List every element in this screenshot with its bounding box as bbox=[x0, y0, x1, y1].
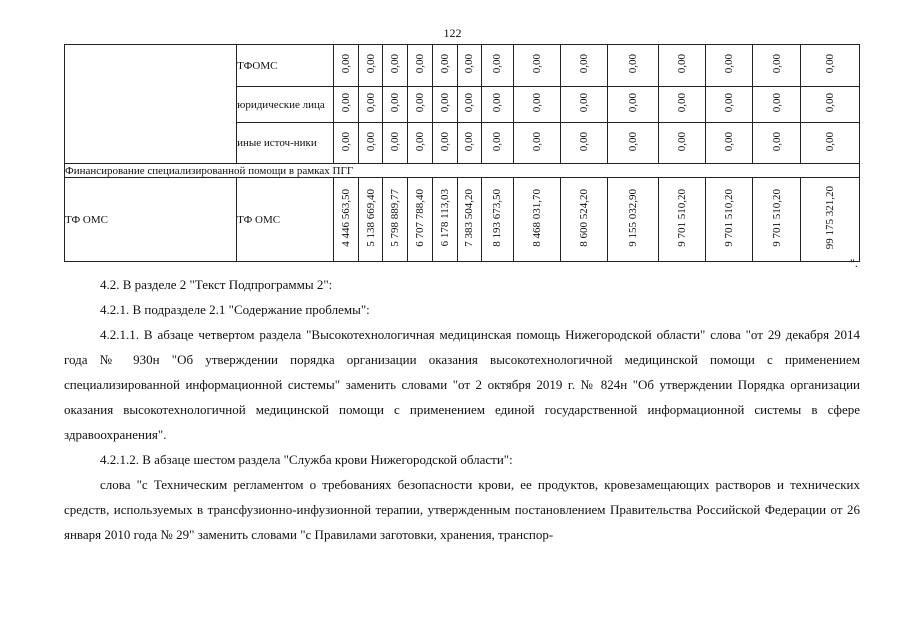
value-cell: 6 178 113,03 bbox=[438, 189, 451, 247]
value-cell: 0,00 bbox=[530, 131, 543, 152]
value-cell: 0,00 bbox=[463, 93, 476, 113]
source-cell: ТФОМС bbox=[237, 45, 334, 87]
value-cell: 0,00 bbox=[675, 93, 688, 113]
value-cell: 9 155 032,90 bbox=[626, 189, 639, 247]
value-cell: 8 468 031,70 bbox=[530, 189, 543, 247]
value-cell: 0,00 bbox=[413, 54, 426, 74]
section-row bbox=[65, 164, 860, 178]
value-cell: 9 701 510,20 bbox=[770, 189, 783, 247]
value-cell: 9 701 510,20 bbox=[675, 189, 688, 247]
blank-program-cell bbox=[65, 45, 237, 164]
section-title: Финансирование специализированной помощи в рамках ПГГ bbox=[65, 164, 860, 178]
paragraph: слова "с Техническим регламентом о требованиях безопасности крови, ее продуктов, кровезамещающих растворов и технических средств, используемых в трансфузионно-инфузионной терапии, утвержденным постановлением Правительства Российской Федерации от 26 января 2010 года № 29" заменить словами "с Правилами заготовки, хранения, транспор- bbox=[64, 477, 860, 542]
value-cell: 99 175 321,20 bbox=[823, 186, 836, 250]
value-cell: 0,00 bbox=[770, 93, 783, 113]
value-cell: 0,00 bbox=[463, 131, 476, 152]
value-cell: 0,00 bbox=[578, 54, 590, 74]
program-name-cell: ТФ ОМС bbox=[65, 178, 237, 262]
source-cell: ТФ ОМС bbox=[237, 178, 334, 262]
value-cell: 6 707 788,40 bbox=[413, 189, 426, 247]
value-cell: 0,00 bbox=[770, 131, 783, 152]
value-cell: 0,00 bbox=[438, 93, 451, 113]
paragraph: 4.2. В разделе 2 "Текст Подпрограммы 2": bbox=[100, 277, 333, 292]
value-cell: 7 383 504,20 bbox=[463, 189, 476, 247]
source-cell: юридические лица bbox=[237, 87, 334, 123]
value-cell: 8 600 524,20 bbox=[578, 189, 590, 247]
value-cell: 0,00 bbox=[389, 93, 402, 113]
value-cell: 0,00 bbox=[578, 93, 590, 113]
page-number: 122 bbox=[443, 26, 462, 40]
value-cell: 0,00 bbox=[339, 131, 352, 152]
value-cell: 0,00 bbox=[626, 93, 639, 113]
value-cell: 0,00 bbox=[723, 54, 736, 74]
value-cell: 0,00 bbox=[491, 54, 504, 74]
value-cell: 0,00 bbox=[463, 54, 476, 74]
value-cell: 0,00 bbox=[626, 54, 639, 74]
value-cell: 0,00 bbox=[389, 131, 402, 152]
value-cell: 0,00 bbox=[675, 54, 688, 74]
paragraph: 4.2.1.1. В абзаце четвертом раздела "Высокотехнологичная медицинская помощь Нижегородской области" слова "от 29 декабря 2014 года № 930н "Об утверждении порядка организации оказания высокотехнологичной медицинской помощи с применением специализированной информационной системы" заменить словами "от 2 октября 2019 г. № 824н "Об утверждении Порядка организации оказания высокотехнологичной медицинской помощи с применением единой государственной информационной системы в сфере здравоохранения". bbox=[64, 327, 860, 442]
closing-quote: ". bbox=[850, 256, 858, 270]
value-cell: 0,00 bbox=[578, 131, 590, 152]
value-cell: 0,00 bbox=[491, 131, 504, 152]
value-cell: 0,00 bbox=[438, 131, 451, 152]
value-cell: 0,00 bbox=[413, 131, 426, 152]
value-cell: 0,00 bbox=[675, 131, 688, 152]
value-cell: 0,00 bbox=[770, 54, 783, 74]
value-cell: 0,00 bbox=[823, 131, 836, 152]
value-cell: 0,00 bbox=[626, 131, 639, 152]
paragraph: 4.2.1.2. В абзаце шестом раздела "Служба крови Нижегородской области": bbox=[100, 452, 513, 467]
value-cell: 5 138 669,40 bbox=[364, 189, 377, 247]
value-cell: 0,00 bbox=[339, 54, 352, 74]
value-cell: 0,00 bbox=[389, 54, 402, 74]
table-row bbox=[65, 178, 860, 262]
value-cell: 0,00 bbox=[438, 54, 451, 74]
value-cell: 0,00 bbox=[723, 93, 736, 113]
value-cell: 0,00 bbox=[823, 54, 836, 74]
value-cell: 0,00 bbox=[364, 93, 377, 113]
value-cell: 0,00 bbox=[364, 131, 377, 152]
value-cell: 0,00 bbox=[530, 54, 543, 74]
value-cell: 4 446 563,50 bbox=[339, 189, 352, 247]
value-cell: 5 798 889,77 bbox=[389, 189, 402, 247]
value-cell: 9 701 510,20 bbox=[723, 189, 736, 247]
value-cell: 0,00 bbox=[413, 93, 426, 113]
value-cell: 0,00 bbox=[364, 54, 377, 74]
value-cell: 0,00 bbox=[491, 93, 504, 113]
document-body bbox=[64, 272, 860, 547]
paragraph: 4.2.1. В подразделе 2.1 "Содержание проблемы": bbox=[100, 302, 370, 317]
value-cell: 0,00 bbox=[339, 93, 352, 113]
source-cell: иные источ-ники bbox=[237, 123, 334, 164]
value-cell: 0,00 bbox=[723, 131, 736, 152]
value-cell: 0,00 bbox=[823, 93, 836, 113]
value-cell: 8 193 673,50 bbox=[491, 189, 504, 247]
table-row bbox=[65, 45, 860, 87]
financing-table bbox=[64, 44, 860, 262]
value-cell: 0,00 bbox=[530, 93, 543, 113]
